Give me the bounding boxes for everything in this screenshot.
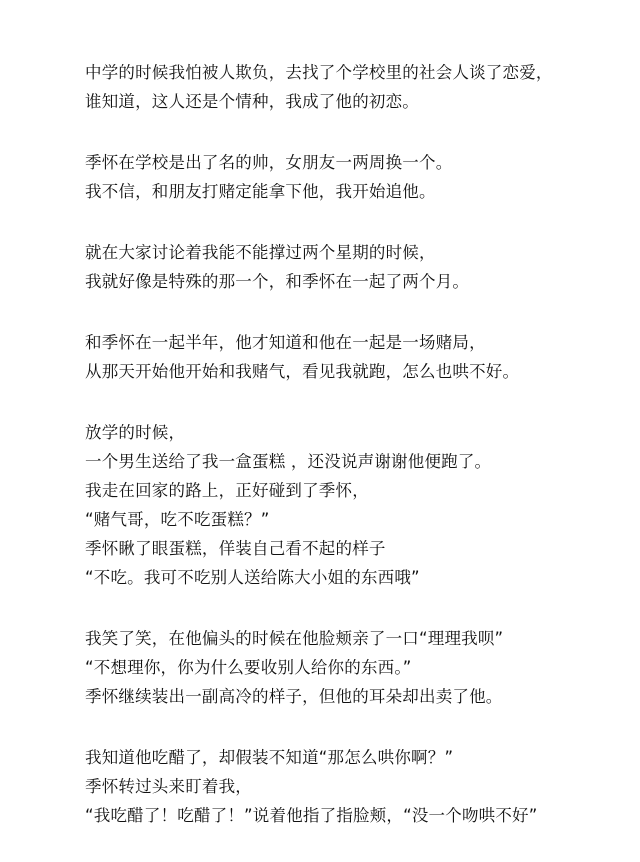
paragraph-5 [85,418,605,592]
text-line: “不想理你，你为什么要收别人给你的东西。” [85,658,412,677]
text-line: 季怀瞅了眼蛋糕，佯装自己看不起的样子 [85,539,386,558]
text-line: 我知道他吃醋了，却假装不知道“那怎么哄你啊？” [85,748,454,767]
paragraph-3 [85,238,605,296]
text-line: “我吃醋了！吃醋了！”说着他指了指脸颊，“没一个吻哄不好” [85,806,538,825]
paragraph-7 [85,743,605,830]
text-line: 我走在回家的路上，正好碰到了季怀， [85,481,369,500]
text-line: 放学的时候， [85,423,186,442]
paragraph-4 [85,328,605,386]
text-line: 季怀转过头来盯着我， [85,777,252,796]
text-line: 我不信，和朋友打赌定能拿下他，我开始追他。 [85,182,436,201]
text-line: “不吃。我可不吃别人送给陈大小姐的东西哦” [85,568,420,587]
text-line: 一个男生送给了我一盒蛋糕 ，还没说声谢谢他便跑了。 [85,452,492,471]
text-line: “赌气哥，吃不吃蛋糕？” [85,510,270,529]
text-line: 我就好像是特殊的那一个，和季怀在一起了两个月。 [85,272,470,291]
text-line: 就在大家讨论着我能不能撑过两个星期的时候， [85,243,436,262]
text-line: 季怀继续装出一副高冷的样子，但他的耳朵却出卖了他。 [85,687,503,706]
paragraph-6 [85,624,605,711]
text-line: 谁知道，这人还是个情种，我成了他的初恋。 [85,92,419,111]
text-line: 中学的时候我怕被人欺负，去找了个学校里的社会人谈了恋爱， [85,63,553,82]
text-line: 从那天开始他开始和我赌气，看见我就跑，怎么也哄不好。 [85,362,520,381]
text-line: 和季怀在一起半年，他才知道和他在一起是一场赌局， [85,333,486,352]
text-line: 季怀在学校是出了名的帅，女朋友一两周换一个。 [85,153,453,172]
text-line: 我笑了笑，在他偏头的时候在他脸颊亲了一口“理理我呗” [85,629,504,648]
paragraph-2 [85,148,605,206]
paragraph-1 [85,58,605,116]
story-text [85,58,605,862]
